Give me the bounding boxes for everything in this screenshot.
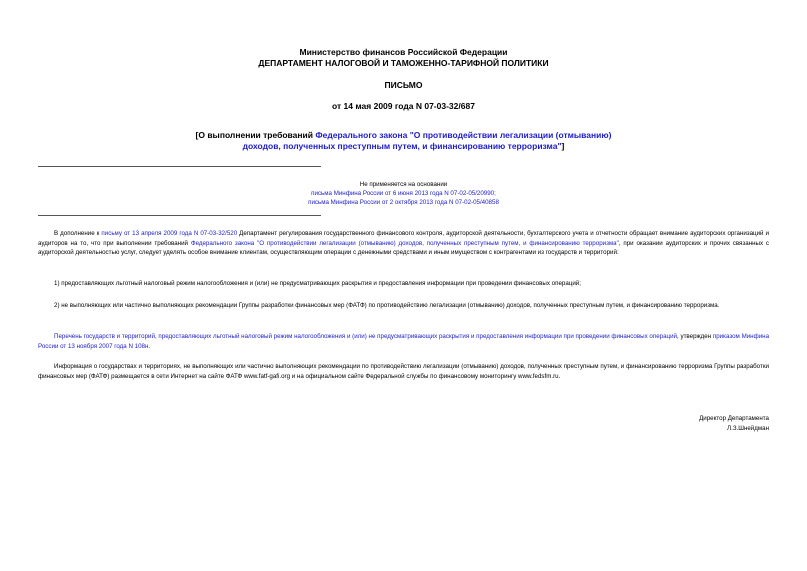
document-type: ПИСЬМО	[384, 80, 423, 90]
signature-name: Л.З.Шнейдман	[727, 425, 769, 432]
p4-text-a: , утвержден	[677, 333, 713, 340]
p4-order-link[interactable]: приказом Минфина России от 13 ноября 2007 года N 108н	[38, 333, 770, 350]
paragraph-3: 2) не выполняющих или частично выполняющих рекомендации Группы разработки финансовых мер (ФАТФ) по противодействию легализации (отмыванию) доходов, полученных преступным путем, и финансированию терроризма.	[54, 302, 720, 309]
p1-text-c: , при оказании аудиторских и прочих связанных с аудиторской деятельностью услуг, следует уделять особое внимание клиентам, осуществляющим операции с денежными средствами и иным имуществом с контрагентами из государств и территорий:	[38, 239, 769, 257]
status-note-link-1[interactable]: письма Минфина России от 6 июня 2013 года N 07-02-05/20990;	[311, 190, 496, 197]
paragraph-5: Информация о государствах и территориях, не выполняющих или частично выполняющих рекомендации по противодействию легализации (отмыванию) доходов, полученных преступным путем, и финансированию терроризма Группы разработки финансовых мер (ФАТФ) размещается в сети Интернет на сайте ФАТФ www.fatf-gafi.org и на официальном сайте Федеральной службы по финансовому мониторингу www.fedsfm.ru.	[38, 363, 769, 380]
signature-position: Директор Департамента	[699, 415, 769, 422]
paragraph-1	[38, 229, 769, 258]
title-law-link[interactable]: Федерального закона "О противодействии легализации (отмыванию)	[315, 130, 612, 140]
status-note	[200, 180, 607, 207]
p1-law-link[interactable]: Федерального закона "О противодействии легализации (отмыванию) доходов, полученных преступным путем, и финансированию терроризма"	[190, 239, 619, 247]
title-close-bracket: ]	[561, 141, 565, 151]
paragraph-2: 1) предоставляющих льготный налоговый режим налогообложения и (или) не предусматривающих раскрытия и предоставления информации при проведении финансовых операций;	[54, 280, 581, 287]
p1-letter-link[interactable]: письму от 13 апреля 2009 года N 07-03-32/520	[101, 230, 238, 237]
department-name: ДЕПАРТАМЕНТ НАЛОГОВОЙ И ТАМОЖЕННО-ТАРИФНОЙ ПОЛИТИКИ	[258, 58, 549, 68]
status-note-link-2[interactable]: письма Минфина России от 2 октября 2013 года N 07-02-05/40858	[308, 199, 499, 206]
document-date: от 14 мая 2009 года N 07-03-32/687	[332, 101, 475, 111]
p4-text-b: .	[148, 342, 151, 350]
status-note-text: Не применяется на основании	[359, 181, 448, 188]
p1-text-a: В дополнение к	[54, 230, 102, 237]
p4-list-link[interactable]: Перечень государств и территорий, предоставляющих льготный налоговый режим налогообложения и (или) не предусматривающих раскрытия и предоставления информации при проведении финансовых операций	[54, 333, 678, 340]
title-open-bracket: [О выполнении требований	[195, 130, 316, 140]
ministry-name: Министерство финансов Российской Федерации	[299, 47, 508, 57]
paragraph-4	[38, 332, 769, 351]
top-divider	[38, 166, 321, 167]
p1-text-b: Департамент регулирования государственного финансового контроля, аудиторской деятельности, бухгалтерского учета и отчетности обращает внимание аудиторских организаций и аудиторов на то, что при выполнении требований	[38, 230, 770, 247]
title-law-link-cont[interactable]: доходов, полученных преступным путем, и финансированию терроризма"	[242, 141, 562, 151]
document-title	[140, 130, 667, 152]
bottom-divider	[38, 215, 321, 216]
